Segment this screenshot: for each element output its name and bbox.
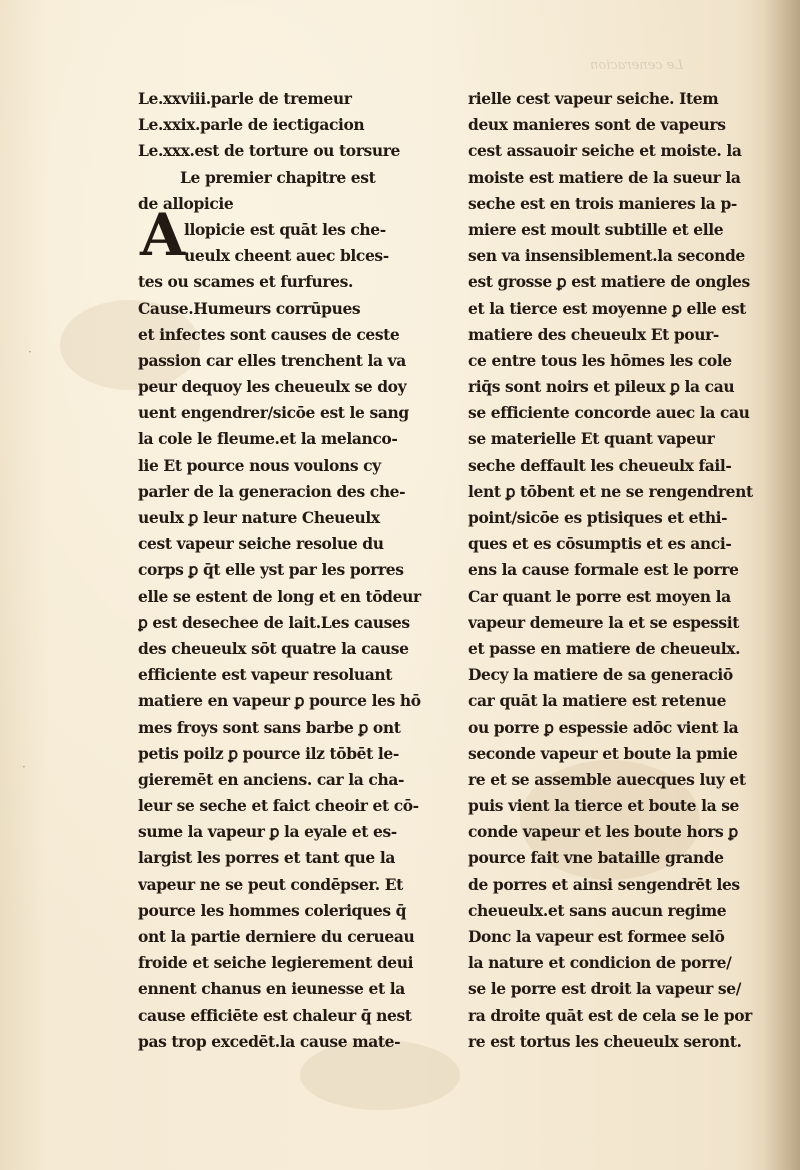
- right-column-line: la nature et condicion de porre/: [468, 953, 732, 973]
- left-column-line: parler de la generacion des che-: [138, 481, 406, 501]
- left-column-line: peur dequoy les cheueulx se doy: [138, 377, 407, 397]
- left-column-line: corps ꝑ q̄t elle yst par les porres: [138, 560, 404, 580]
- drop-cap-initial: A: [140, 201, 186, 269]
- left-column-line: ueulx ꝑ leur nature Cheueulx: [138, 508, 380, 527]
- right-column-line: ens la cause formale est le porre: [468, 560, 739, 580]
- right-column-line: deux manieres sont de vapeurs: [468, 115, 726, 135]
- right-column-line: vapeur demeure la et se espessit: [468, 612, 739, 632]
- left-column-line: lie Et pource nous voulons cy: [138, 455, 381, 475]
- left-column-line: petis poilz ꝑ pource ilz tōbēt le-: [138, 743, 399, 763]
- right-column-line: seche deffault les cheueulx fail-: [468, 455, 732, 475]
- right-column-line: Donc la vapeur est formee selō: [468, 927, 725, 946]
- right-column-line: riq̄s sont noirs et pileux ꝑ la cau: [468, 377, 735, 397]
- left-column-line: pource les hommes coleriques q̄: [138, 900, 407, 920]
- right-column-line: pource fait vne bataille grande: [468, 848, 724, 868]
- left-column-line: matiere en vapeur ꝑ pource les hō: [138, 691, 421, 711]
- left-column-line: pas trop excedēt.la cause mate-: [138, 1031, 401, 1051]
- right-column-line: Decy la matiere de sa generaciō: [468, 665, 733, 685]
- right-column-line: et passe en matiere de cheueulx.: [468, 638, 741, 658]
- right-column-line: moiste est matiere de la sueur la: [468, 167, 741, 187]
- right-column-line: Car quant le porre est moyen la: [468, 586, 731, 606]
- text-column-right: [468, 86, 773, 1055]
- margin-mark: ·: [22, 760, 26, 774]
- left-column-line: froide et seiche legierement deui: [138, 953, 414, 973]
- right-column-line: re et se assemble auecques luy et: [468, 769, 746, 789]
- right-column-line: lent ꝑ tōbent et ne se rengendrent: [468, 481, 753, 501]
- left-column-line: Le premier chapitre est: [180, 167, 376, 187]
- right-column-line: matiere des cheueulx Et pour-: [468, 324, 719, 344]
- left-column-line: efficiente est vapeur resoluant: [138, 665, 393, 685]
- right-column-line: seche est en trois manieres la p-: [468, 193, 737, 213]
- left-column-line: passion car elles trenchent la va: [138, 350, 406, 370]
- left-column-line: mes froys sont sans barbe ꝑ ont: [138, 717, 401, 737]
- right-column-line: se materielle Et quant vapeur: [468, 429, 715, 449]
- margin-mark: ·: [28, 345, 32, 359]
- right-column-line: seconde vapeur et boute la pmie: [468, 743, 738, 763]
- left-column-line: Le.xxx.est de torture ou torsure: [138, 141, 400, 161]
- left-column-line: leur se seche et faict cheoir et cō-: [138, 796, 419, 816]
- left-column-line: sume la vapeur ꝑ la eyale et es-: [138, 822, 397, 842]
- left-column-line: ennent chanus en ieunesse et la: [138, 979, 405, 999]
- left-column-line: elle se estent de long et en tōdeur: [138, 586, 421, 606]
- left-column-line: Le.xxviii.parle de tremeur: [138, 89, 352, 108]
- right-column-line: ra droite quāt est de cela se le por: [468, 1005, 752, 1025]
- right-column-line: et la tierce est moyenne ꝑ elle est: [468, 298, 746, 318]
- left-column-line: largist les porres et tant que la: [138, 848, 396, 868]
- right-column-line: conde vapeur et les boute hors ꝑ: [468, 822, 738, 842]
- right-column-line: point/sicōe es ptisiques et ethi-: [468, 508, 728, 527]
- right-column-line: ques et es cōsumptis et es anci-: [468, 534, 732, 554]
- right-column-line: cheueulx.et sans aucun regime: [468, 900, 727, 920]
- right-column-line: puis vient la tierce et boute la se: [468, 796, 739, 816]
- right-column-line: de porres et ainsi sengendrēt les: [468, 874, 740, 894]
- left-column-line: ont la partie derniere du cerueau: [138, 927, 415, 946]
- right-column-line: miere est moult subtille et elle: [468, 219, 724, 239]
- left-column-line: et infectes sont causes de ceste: [138, 324, 400, 344]
- left-column-line: tes ou scames et furfures.: [138, 272, 353, 292]
- right-column-line: re est tortus les cheueulx seront.: [468, 1031, 742, 1051]
- text-column-left: [138, 86, 438, 1055]
- right-column-line: sen va insensiblement.la seconde: [468, 246, 745, 266]
- left-column-line: vapeur ne se peut condēpser. Et: [138, 874, 403, 894]
- show-through-text: Le ceneracion: [590, 58, 684, 73]
- left-column-line: ueulx cheent auec blces-: [184, 246, 389, 266]
- right-column-line: ce entre tous les hōmes les cole: [468, 350, 732, 370]
- right-column-line: se efficiente concorde auec la cau: [468, 403, 750, 423]
- left-column-line: de allopicie: [138, 193, 234, 213]
- left-column-line: gieremēt en anciens. car la cha-: [138, 769, 405, 789]
- left-column-line: Le.xxix.parle de iectigacion: [138, 115, 365, 135]
- left-column-line: des cheueulx sōt quatre la cause: [138, 638, 409, 658]
- left-column-line: cause efficiēte est chaleur q̄ nest: [138, 1005, 412, 1025]
- left-column-line: uent engendrer/sicōe est le sang: [138, 403, 409, 423]
- left-column-line: Cause.Humeurs corrūpues: [138, 298, 361, 318]
- right-column-line: car quāt la matiere est retenue: [468, 691, 727, 711]
- right-column-line: se le porre est droit la vapeur se/: [468, 979, 741, 999]
- right-column-line: ou porre ꝑ espessie adōc vient la: [468, 717, 739, 737]
- right-column-line: est grosse ꝑ est matiere de ongles: [468, 272, 750, 292]
- left-column-line: ꝑ est desechee de lait.Les causes: [138, 612, 410, 632]
- left-column-line: llopicie est quāt les che-: [184, 219, 386, 239]
- left-column-line: cest vapeur seiche resolue du: [138, 534, 384, 554]
- right-column-line: rielle cest vapeur seiche. Item: [468, 89, 719, 108]
- left-column-line: la cole le fleume.et la melanco-: [138, 429, 398, 449]
- right-column-line: cest assauoir seiche et moiste. la: [468, 141, 742, 161]
